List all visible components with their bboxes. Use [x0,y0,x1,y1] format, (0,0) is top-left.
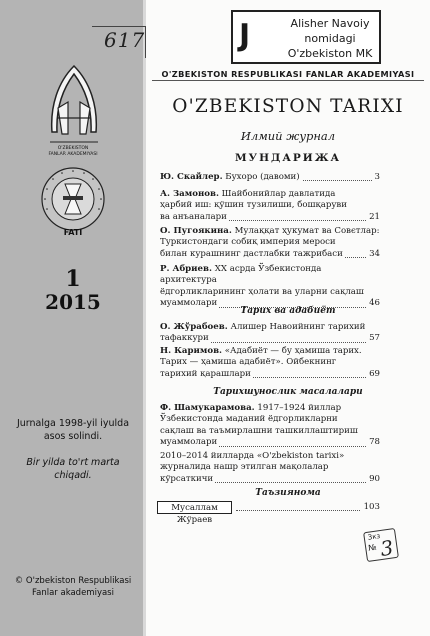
toc-entry [160,189,380,223]
journal-subtitle: Илмий журнал [240,129,336,143]
toc-entry [160,346,380,380]
toc-line: билан курашнинг дастлабки тажрибаси [160,248,343,259]
toc-line: Тарих — ҳамиша адабиёт». Ойбекнинг [160,357,337,368]
logo-caption-2: FANLAR AKADEMIYASI [48,152,98,157]
toc-line: Ўзбекистонда маданий ёдгорликларни [160,414,338,425]
toc-entry [160,322,380,345]
header-rule [152,80,424,81]
toc-line: Алишер Навоийнинг тарихий [230,322,366,332]
toc-author: О. Пугоякина. [160,226,232,236]
toc-line: ҳарбий иш: қўшин тузилиши, бошқаруви [160,200,348,211]
section-heading-obituary: Таъзиянома [255,488,321,498]
library-stamp [231,10,381,64]
toc-line: XX асрда Ўзбекистонда архитектура [160,264,322,286]
toc-page: 90 [369,473,380,484]
toc-line: Шайбонийлар давлатида [221,189,336,199]
toc-line: сақлаш ва таъмирлашни ташкиллаштириш [160,425,358,436]
toc-page: 3 [374,171,380,182]
contents-heading: МУНДАРИЖА [234,152,342,164]
section-heading-historiography: Тарихшунослик масалалари [213,387,363,397]
toc-author: О. Жўрабоев. [160,322,228,332]
frequency-line-1: Bir yilda to'rt marta [26,457,120,468]
toc-line: Туркистондаги собиқ империя мероси [160,237,336,248]
toc-line: Бухоро (давоми) [225,172,300,182]
toc-line: Мулаққат ҳукумат ва Совєтлар: [234,226,380,236]
toc-author: Ф. Шамукарамова. [160,403,255,413]
academy-name: O'ZBEKISTON RESPUBLIKASI FANLAR AKADEMIYASI [161,69,415,79]
toc-entry [160,172,380,183]
founded-line-2: asos solindi. [43,431,103,442]
toc-entry [160,264,380,310]
toc-entry [160,403,380,449]
toc-line: 1917–1924 йиллар [257,403,342,413]
handwritten-number: 617 [104,28,146,52]
copyright-line-1: © O'zbekiston Respublikasi [14,576,132,586]
section-heading-literature: Тарих ва адабиёт [240,306,336,316]
toc-page: 57 [369,333,380,344]
journal-title: O'ZBEKISTON TARIXI [172,96,404,117]
toc-page: 69 [369,368,380,379]
issue-year: 2015 [45,290,101,314]
toc-line: тафаккури [160,333,209,344]
toc-author: А. Замонов. [160,189,219,199]
emblem-label: FATI [63,228,83,237]
toc-entry [160,451,380,485]
toc-line: муаммолари [160,437,218,448]
fa-logo-icon [44,62,104,154]
toc-line: 2010–2014 йилларда «O'zbekiston tarixi» [160,451,345,461]
order-stamp [363,528,399,562]
obituary-page: 103 [360,502,380,512]
founded-line-1: Jurnalga 1998-yil iyulda [16,418,130,429]
toc-page: 34 [369,248,380,259]
institute-emblem-icon [40,166,106,232]
order-stamp-number-label: № [367,542,378,553]
toc-line: журналида нашр этилган мақолалар [160,462,329,473]
toc-author: Н. Каримов. [160,346,223,356]
stamp-line-2: nomidagi [304,32,356,45]
toc-line: тарихий қарашлари [160,368,251,379]
stamp-line-1: Alisher Navoiy [290,17,370,30]
toc-line: ва анъаналари [160,211,227,222]
stamp-line-3: O'zbekiston MK [287,47,373,60]
order-stamp-label: Зкз [367,532,381,542]
toc-author: Р. Абриев. [160,264,212,274]
logo-caption-1: O'ZBEKISTON [57,146,89,151]
toc-author: Ю. Скайлер. [160,172,223,182]
toc-page: 21 [369,211,380,222]
toc-line: «Адабиёт — бу ҳамиша тарих. [224,346,362,356]
toc-page: 78 [369,437,380,448]
obituary-dots [236,510,376,511]
copyright-line-2: Fanlar akademiyasi [32,588,114,598]
frequency-line-2: chiqadi. [54,470,92,481]
toc-entry [160,226,380,260]
toc-page: 46 [369,298,380,309]
toc-line: кўрсаткичи [160,473,214,484]
obituary-name: Мусаллам Жўраев [157,501,232,514]
toc-line: муаммолари [160,298,218,309]
stamp-letter: J [239,18,251,53]
order-stamp-number: 3 [378,535,395,561]
toc-line: ёдгорликларининг ҳолати ва уларни сақлаш [160,286,364,297]
issue-number: 1 [65,266,81,292]
